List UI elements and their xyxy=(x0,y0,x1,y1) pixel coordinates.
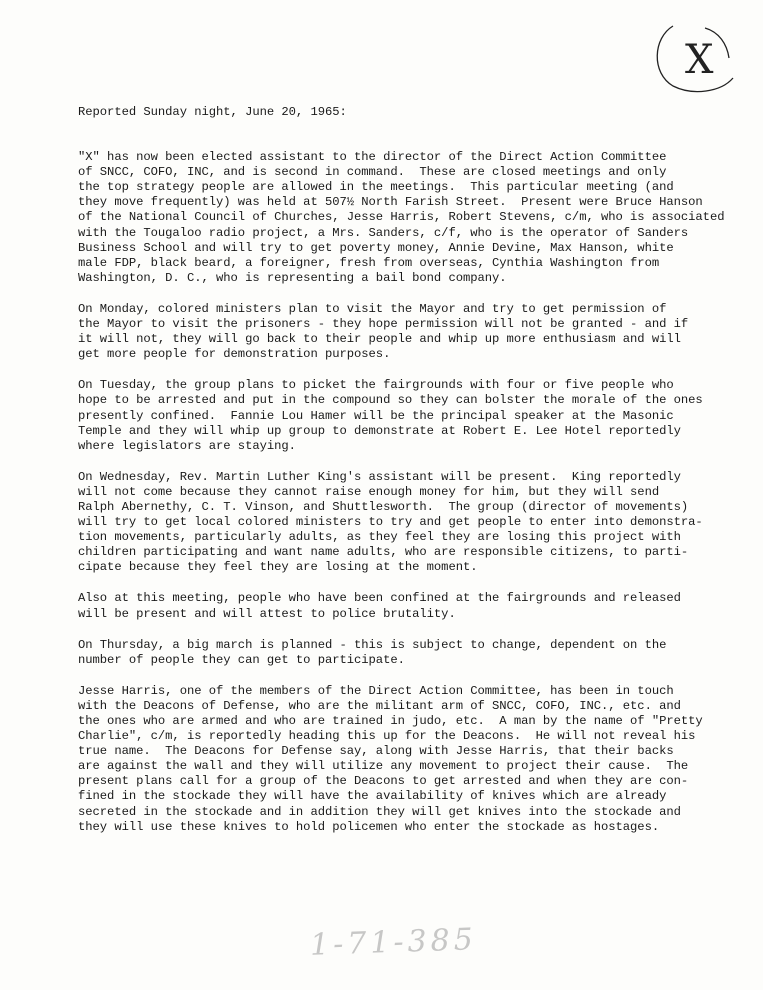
paragraph-tuesday: On Tuesday, the group plans to picket the fairgrounds with four or five people who hope to be arrested and put in the compound so they can bolster the morale of the ones presently confined. Fannie Lou Hamer will be the principal speaker at the Masonic Temple and they will whip up group to demonstrate at Robert E. Lee Hotel reportedly where legislators are staying. xyxy=(78,378,703,453)
paragraph-confined: Also at this meeting, people who have been confined at the fairgrounds and released will be present and will attest to police brutality. xyxy=(78,591,681,621)
report-body xyxy=(78,105,750,851)
paragraph-thursday: On Thursday, a big march is planned - this is subject to change, dependent on the number of people they can get to participate. xyxy=(78,637,667,667)
circled-x-mark xyxy=(643,18,743,98)
paragraph-wednesday: On Wednesday, Rev. Martin Luther King's assistant will be present. King reportedly will not come because they cannot raise enough money for him, but they will send Ralph Abernethy, C. T. Vinson, and Shuttlesworth. The group (director of movements) will try to get local colored ministers to try and get people to enter into demonstra- tion movements, particularly adults, as they feel they are losing this project with children participating and want name adults, who are responsible citizens, to parti- cipate because they feel they are losing at the moment. xyxy=(78,469,703,575)
paragraph-monday: On Monday, colored ministers plan to visit the Mayor and try to get permission of the Mayor to visit the prisoners - they hope permission will not be granted - and if it will not, they will go back to their people and whip up more enthusiasm and will get more people for demonstration purposes. xyxy=(78,301,689,362)
file-number-stamp: 1-71-385 xyxy=(309,922,478,963)
corner-mark-label: X xyxy=(685,37,714,83)
paragraph-attendees: "X" has now been elected assistant to the director of the Direct Action Committee of SNCC, COFO, INC, and is second in command. These are closed meetings and only the top strategy people are allowed in the meetings. This particular meeting (and they move frequently) was held at 507½ North Farish Street. Present were Bruce Hanson of the National Council of Churches, Jesse Harris, Robert Stevens, c/m, who is associated with the Tougaloo radio project, a Mrs. Sanders, c/f, who is the operator of Sanders Business School and will try to get poverty money, Annie Devine, Max Hanson, white male FDP, black beard, a foreigner, fresh from overseas, Cynthia Washington from Washington, D. C., who is representing a bail bond company. xyxy=(78,150,725,285)
report-heading: Reported Sunday night, June 20, 1965: xyxy=(78,105,347,119)
paragraph-deacons: Jesse Harris, one of the members of the Direct Action Committee, has been in touch with the Deacons of Defense, who are the militant arm of SNCC, COFO, INC., etc. and the ones who are armed and who are trained in judo, etc. A man by the name of "Pretty Charlie", c/m, is reportedly heading this up for the Deacons. He will not reveal his true name. The Deacons for Defense say, along with Jesse Harris, that their backs are against the wall and they will utilize any movement to project their cause. The present plans call for a group of the Deacons to get arrested and when they are con- fined in the stockade they will have the availability of knives which are already secreted in the stockade and in addition they will get knives into the stockade and they will use these knives to hold policemen who enter the stockade as hostages. xyxy=(78,683,703,834)
